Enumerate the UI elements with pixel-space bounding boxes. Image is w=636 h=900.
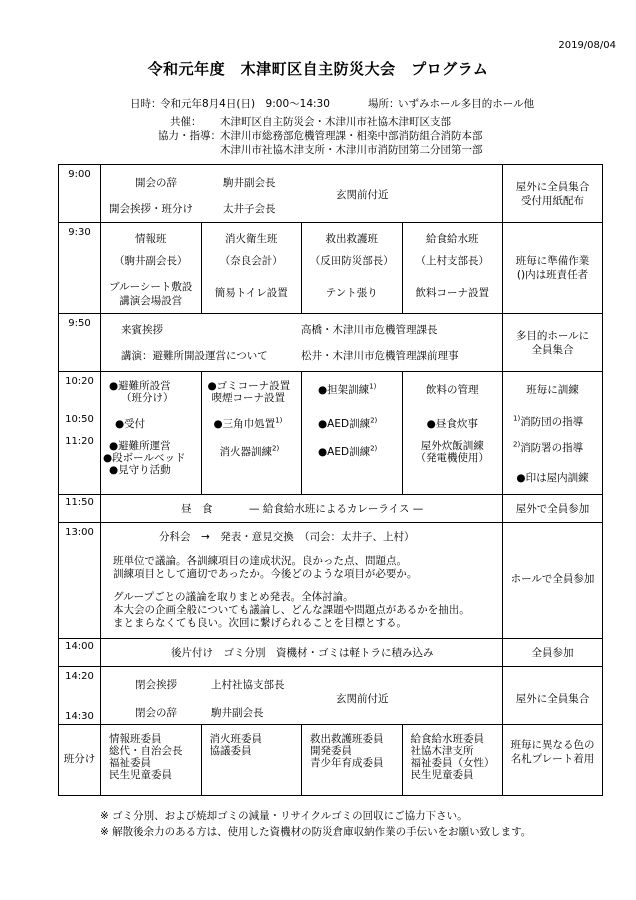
session-paragraph: まとまらなくても良い。次回に繋げられることを目標とする。 [113,617,407,629]
footer-notes [100,808,531,840]
training-item: （発電機使用） [415,452,489,464]
training-item: ●避難所設営 [109,380,171,392]
row-1020 [59,372,603,495]
footnote-mark: 1) [275,416,283,425]
session-paragraph: 班単位で議論。各訓練項目の達成状況。良かった点、問題点。 [113,555,407,567]
schedule-label: 日時： [130,98,162,110]
closing-words-speaker: 駒井副会長 [211,707,264,719]
row-0950 [59,314,603,372]
group-name: 情報班 [135,233,167,245]
footnote-mark: 2) [370,416,378,425]
training-item: ●段ボールベッド [103,452,186,464]
footnote-mark: 2) [513,440,521,449]
group-task: 飲料コーナ設置 [415,287,489,299]
note-text: ホールで全員参加 [510,573,595,585]
location-text: 玄関前付近 [336,189,389,201]
cleanup-text: 後片付け ゴミ分別 資機材・ゴミは軽トラに積み込み [171,647,434,659]
note-text: 屋外で全員参加 [515,503,590,515]
row-1150 [59,495,603,523]
time-label: 9:30 [68,227,91,238]
closing-greeting-speaker: 上村社協支部長 [211,679,285,691]
training-column [302,372,403,494]
footer-note: ※ ゴミ分別、および焼却ゴミの減量・リサイクルゴミの回収にご協力下さい。 [100,810,468,822]
training-item: ●三角巾処置$^{1)}$ [213,416,283,430]
group-name: 給食給水班 [426,233,479,245]
group-leader: （反田防災部長） [309,255,394,267]
note-text: ●印は屋内訓練 [516,472,589,484]
group-task: 講演会場設営 [119,295,183,307]
opening-words: 開会の辞 [135,177,177,189]
training-item: ●昼食炊事 [426,418,478,430]
training-item: 消火器訓練$^{2)}$ [219,444,280,458]
group-column [202,223,303,313]
session-heading: 分科会 → 発表・意見交換 （司会：太井子、上村） [159,531,415,543]
member-item: 協議委員 [209,745,252,757]
note-text: ()内は班責任者 [516,269,589,281]
time-label: 14:30 [65,711,94,722]
row-group-assignment [59,725,603,796]
note-text: 多目的ホールに [515,330,590,342]
group-name: 消火衛生班 [225,233,278,245]
session-paragraph: グループごとの議論を取りまとめ発表。全体討論。 [113,591,354,603]
group-column [302,223,403,313]
row-1300 [59,523,603,639]
member-item: 情報班委員 [109,733,162,745]
time-label: 10:20 [65,376,94,387]
group-column [403,223,503,313]
document-date: 2019/08/04 [558,40,616,51]
member-column [302,725,403,795]
group-task: ブルーシート敷設 [109,281,193,293]
cooperation-line1: 木津川市総務部危機管理課・相楽中部消防組合消防本部 [220,130,483,142]
cooperation-line2: 木津川市社協木津支所・木津川市消防団第二分団第一部 [220,144,483,156]
note-text: 名札プレート着用 [510,753,595,765]
member-item: 福祉委員 [109,757,151,769]
time-label: 14:00 [65,641,94,652]
group-leader: （上村支部長） [415,255,489,267]
opening-greeting-speaker: 太井子会長 [223,203,276,215]
schedule-datetime: 令和元年8月4日(日) 9:00～14:30 [160,98,330,110]
training-column [202,372,303,494]
member-item: 民生児童委員 [410,769,474,781]
training-item: 飲料の管理 [426,384,479,396]
closing-greeting: 閉会挨拶 [135,679,177,691]
group-assignment-label: 班分け [63,753,96,765]
time-label: 9:50 [68,318,91,329]
member-item: 給食給水班委員 [410,733,484,745]
lunch-label: 昼 食 [181,503,213,515]
group-name: 救出救護班 [325,233,378,245]
session-paragraph: 本大会の企画全般についても議論し、どんな課題や問題点があるかを抽出。 [113,604,470,616]
note-text: $^{2)}$消防署の指導 [513,440,584,454]
note-text: 屋外に全員集合 [515,693,590,705]
lunch-detail: — 給食給水班によるカレーライス — [249,503,424,515]
note-text: 班毎に準備作業 [515,255,590,267]
member-item: 総代・自治会長 [109,745,183,757]
training-column [101,372,202,494]
organizers-value: 木津町区自主防災会・木津川市社協木津町区支部 [220,116,451,128]
closing-words: 閉会の辞 [135,707,177,719]
footnote-mark: 2) [272,444,280,453]
group-leader: （駒井副会長） [114,255,188,267]
training-item: ●AED訓練$^{2)}$ [318,416,378,430]
training-item: ●見守り活動 [109,464,171,476]
time-label: 9:00 [68,169,91,180]
opening-words-speaker: 駒井副会長 [223,177,276,189]
row-1420 [59,667,603,725]
member-item: 消火班委員 [209,733,262,745]
row-1400 [59,639,603,667]
note-text: 受付用紙配布 [521,195,584,207]
member-item: 開発委員 [310,745,352,757]
group-task: 簡易トイレ設置 [214,287,288,299]
footnote-mark: 1) [513,414,521,423]
footer-note: ※ 解散後余力のある方は、使用した資機材の防災倉庫収納作業の手伝いをお願い致します。 [100,826,532,838]
member-column [101,725,202,795]
footnote-mark: 1) [369,382,377,391]
program-table [58,164,603,796]
place-label: 場所： [368,98,400,110]
note-text: 全員集合 [531,344,574,356]
training-item: ●AED訓練$^{2)}$ [318,444,378,458]
training-item: ●受付 [115,418,146,430]
guest-greeting-speaker: 高橋・木津川市危機管理課長 [301,324,438,336]
page-title: 令和元年度 木津町区自主防災大会 プログラム [147,60,489,78]
note-text: 屋外に全員集合 [515,181,590,193]
training-item: ●ゴミコーナ設置 [207,380,291,392]
group-leader: （奈良会計） [219,255,283,267]
training-column [403,372,503,494]
guest-greeting: 来賓挨拶 [121,324,163,336]
location-text: 玄関前付近 [336,693,389,705]
time-label: 14:20 [65,671,94,682]
group-task: テント張り [325,287,378,299]
member-item: 救出救護班委員 [310,733,384,745]
training-item: 屋外炊飯訓練 [420,440,484,452]
note-text: 全員参加 [531,647,574,659]
row-0930 [59,223,603,314]
time-label: 11:50 [65,497,94,508]
time-label: 11:20 [65,436,94,447]
training-item: 喫煙コーナ設置 [211,392,285,404]
note-text: 班毎に異なる色の [510,739,595,751]
group-column [101,223,202,313]
member-item: 民生児童委員 [109,769,172,781]
time-label: 10:50 [65,414,94,425]
footnote-mark: 2) [370,444,378,453]
training-item: ●担架訓練$^{1)}$ [318,382,377,396]
lecture-speaker: 松井・木津川市危機管理課前理事 [301,350,459,362]
opening-greeting: 開会挨拶・班分け [109,203,193,215]
training-item: （班分け） [121,392,174,404]
member-column [403,725,503,795]
session-paragraph: 訓練項目として適切であったか。今後どのような項目が必要か。 [113,568,418,580]
time-label: 13:00 [65,527,94,538]
row-0900 [59,165,603,223]
member-item: 社協木津支所 [410,745,474,757]
organizers-label: 共催： [170,116,202,128]
note-text: 班毎に訓練 [526,384,579,396]
cooperation-label: 協力・指導： [158,130,221,142]
member-column [202,725,303,795]
place-value: いずみホール多目的ホール他 [398,98,535,110]
member-item: 福祉委員（女性） [410,757,495,769]
member-item: 青少年育成委員 [310,757,384,769]
note-text: $^{1)}$消防団の指導 [513,414,584,428]
lecture-title: 講演：避難所開設運営について [121,350,268,362]
training-item: ●避難所運営 [109,440,171,452]
